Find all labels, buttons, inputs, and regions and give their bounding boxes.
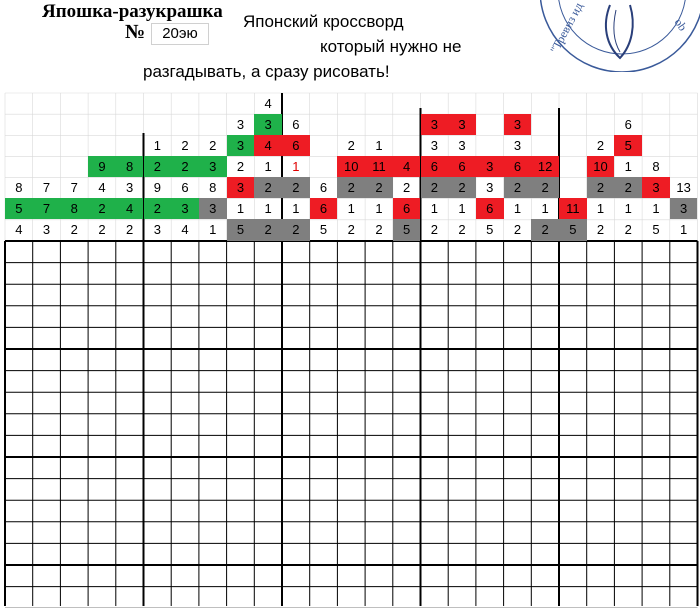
clue-cell: 12 bbox=[531, 156, 559, 177]
clue-cell: 2 bbox=[88, 198, 116, 219]
clue-cell: 2 bbox=[171, 156, 199, 177]
clue-cell: 8 bbox=[116, 156, 144, 177]
clue-cell: 2 bbox=[596, 222, 605, 238]
puzzle-title: Япошка-разукрашка bbox=[42, 1, 223, 22]
clue-cell: 7 bbox=[70, 180, 78, 196]
clue-cell: 1 bbox=[680, 222, 688, 238]
clue-cell: 5 bbox=[559, 219, 587, 240]
clue-cell: 2 bbox=[531, 219, 559, 240]
clue-cell: 2 bbox=[98, 222, 106, 238]
clue-cell: 6 bbox=[181, 180, 189, 196]
clue-cell: 2 bbox=[254, 219, 282, 240]
clue-cell: 6 bbox=[393, 198, 421, 219]
clue-cell: 5 bbox=[486, 222, 494, 238]
clue-cell: 7 bbox=[42, 180, 51, 196]
clue-cell: 2 bbox=[403, 180, 411, 196]
clue-cell: 3 bbox=[504, 114, 532, 135]
clue-cell: 3 bbox=[126, 180, 134, 196]
clue-cell: 2 bbox=[181, 137, 189, 153]
clue-cell: 5 bbox=[652, 222, 660, 238]
clue-cell: 3 bbox=[642, 177, 670, 198]
clue-cell: 8 bbox=[15, 180, 23, 196]
clue-cell: 4 bbox=[393, 156, 421, 177]
clue-cell: 10 bbox=[337, 156, 365, 177]
clue-cell: 2 bbox=[236, 159, 245, 174]
clue-cell: 4 bbox=[264, 95, 272, 111]
clue-cell: 1 bbox=[430, 201, 438, 217]
clue-cell: 4 bbox=[15, 222, 23, 238]
clue-cell: 6 bbox=[624, 116, 632, 132]
clue-cell: 3 bbox=[448, 114, 476, 135]
number-label: № bbox=[125, 21, 146, 43]
clue-cell: 11 bbox=[559, 198, 587, 219]
clue-cell: 2 bbox=[254, 177, 282, 198]
hint-line-3: разгадывать, а сразу рисовать! bbox=[143, 62, 390, 81]
clue-cell: 1 bbox=[209, 222, 217, 238]
clue-cell: 2 bbox=[596, 137, 605, 153]
clue-cell: 6 bbox=[476, 198, 504, 219]
clue-cell: 2 bbox=[448, 177, 476, 198]
clue-cell: 3 bbox=[199, 198, 227, 219]
clue-cell: 9 bbox=[88, 156, 116, 177]
clue-cell: 5 bbox=[227, 219, 255, 240]
clue-cell: 5 bbox=[614, 135, 642, 156]
clue-cell: 1 bbox=[652, 201, 660, 217]
clue-cell: 6 bbox=[282, 135, 310, 156]
clue-cell: 3 bbox=[476, 156, 504, 177]
clue-cell: 8 bbox=[652, 159, 660, 174]
clue-cell: 2 bbox=[458, 222, 466, 238]
clue-cell: 5 bbox=[393, 219, 421, 240]
clue-cell: 1 bbox=[292, 159, 300, 174]
clue-cell: 1 bbox=[264, 159, 272, 174]
clue-cell: 2 bbox=[144, 198, 172, 219]
clue-cell: 3 bbox=[227, 135, 255, 156]
clue-cell: 1 bbox=[624, 159, 632, 174]
clue-cell: 1 bbox=[264, 201, 272, 217]
clue-cell: 6 bbox=[504, 156, 532, 177]
clue-cell: 3 bbox=[227, 177, 255, 198]
clue-cell: 1 bbox=[513, 201, 522, 217]
clue-cell: 1 bbox=[347, 201, 355, 217]
clue-cell: 3 bbox=[458, 137, 466, 153]
clue-cell: 8 bbox=[209, 180, 217, 196]
clue-cell: 2 bbox=[587, 177, 615, 198]
clue-cell: 6 bbox=[448, 156, 476, 177]
clue-cell: 1 bbox=[596, 201, 605, 217]
clue-cell: 13 bbox=[676, 180, 691, 196]
clue-cell: 3 bbox=[513, 137, 522, 153]
clue-cell: 1 bbox=[624, 201, 632, 217]
clue-cell: 11 bbox=[365, 156, 393, 177]
clue-cell: 1 bbox=[153, 137, 161, 153]
clue-cell: 2 bbox=[365, 177, 393, 198]
hint-line-1: Японский кроссворд bbox=[243, 12, 404, 31]
clue-cell: 2 bbox=[513, 222, 522, 238]
clue-cell: 9 bbox=[153, 180, 161, 196]
puzzle-number-field[interactable]: 20эю bbox=[151, 23, 209, 45]
clue-cell: 2 bbox=[430, 222, 438, 238]
clue-cell: 5 bbox=[5, 198, 33, 219]
clue-cell: 7 bbox=[33, 198, 61, 219]
clue-cell: 3 bbox=[421, 114, 449, 135]
clue-cell: 5 bbox=[319, 222, 328, 238]
clue-cell: 3 bbox=[42, 222, 51, 238]
clue-cell: 1 bbox=[292, 201, 300, 217]
clue-cell: 2 bbox=[531, 177, 559, 198]
clue-cell: 3 bbox=[254, 114, 282, 135]
clue-cell: 2 bbox=[614, 177, 642, 198]
clue-cell: 2 bbox=[504, 177, 532, 198]
clue-cell: 1 bbox=[458, 201, 466, 217]
clue-cell: 4 bbox=[181, 222, 189, 238]
clue-cell: 2 bbox=[337, 177, 365, 198]
stamp-text: "Тревиз ид bbox=[547, 0, 586, 56]
clue-cell: 2 bbox=[282, 219, 310, 240]
clue-cell: 2 bbox=[421, 177, 449, 198]
clue-cell: 2 bbox=[347, 137, 355, 153]
clue-cell: 2 bbox=[375, 222, 383, 238]
clue-cell: 6 bbox=[421, 156, 449, 177]
clue-cell: 4 bbox=[254, 135, 282, 156]
clue-cell: 3 bbox=[486, 180, 494, 196]
clue-cell: 2 bbox=[282, 177, 310, 198]
clue-cell: 4 bbox=[98, 180, 106, 196]
clue-cell: 2 bbox=[126, 222, 134, 238]
clue-cell: 2 bbox=[624, 222, 632, 238]
hint-line-2: который нужно не bbox=[320, 37, 462, 56]
clue-cell: 6 bbox=[292, 116, 300, 132]
clue-cell: 1 bbox=[375, 137, 383, 153]
stamp-text-2: ob bbox=[671, 15, 690, 34]
clue-cell: 3 bbox=[670, 198, 698, 219]
clue-cell: 2 bbox=[144, 156, 172, 177]
clue-cell: 6 bbox=[319, 180, 328, 196]
clue-cell: 2 bbox=[70, 222, 78, 238]
clue-cell: 1 bbox=[236, 201, 245, 217]
clue-cell: 8 bbox=[60, 198, 88, 219]
clue-cell: 3 bbox=[171, 198, 199, 219]
clue-cell: 4 bbox=[116, 198, 144, 219]
clue-cell: 3 bbox=[153, 222, 161, 238]
clue-cell: 3 bbox=[430, 137, 438, 153]
clue-cell: 1 bbox=[375, 201, 383, 217]
clue-cell: 1 bbox=[541, 201, 549, 217]
clue-cell: 2 bbox=[347, 222, 355, 238]
clue-cell: 3 bbox=[236, 116, 245, 132]
clue-cell: 10 bbox=[587, 156, 615, 177]
clue-cell: 2 bbox=[209, 137, 217, 153]
clue-cell: 3 bbox=[199, 156, 227, 177]
clue-cell: 6 bbox=[310, 198, 338, 219]
